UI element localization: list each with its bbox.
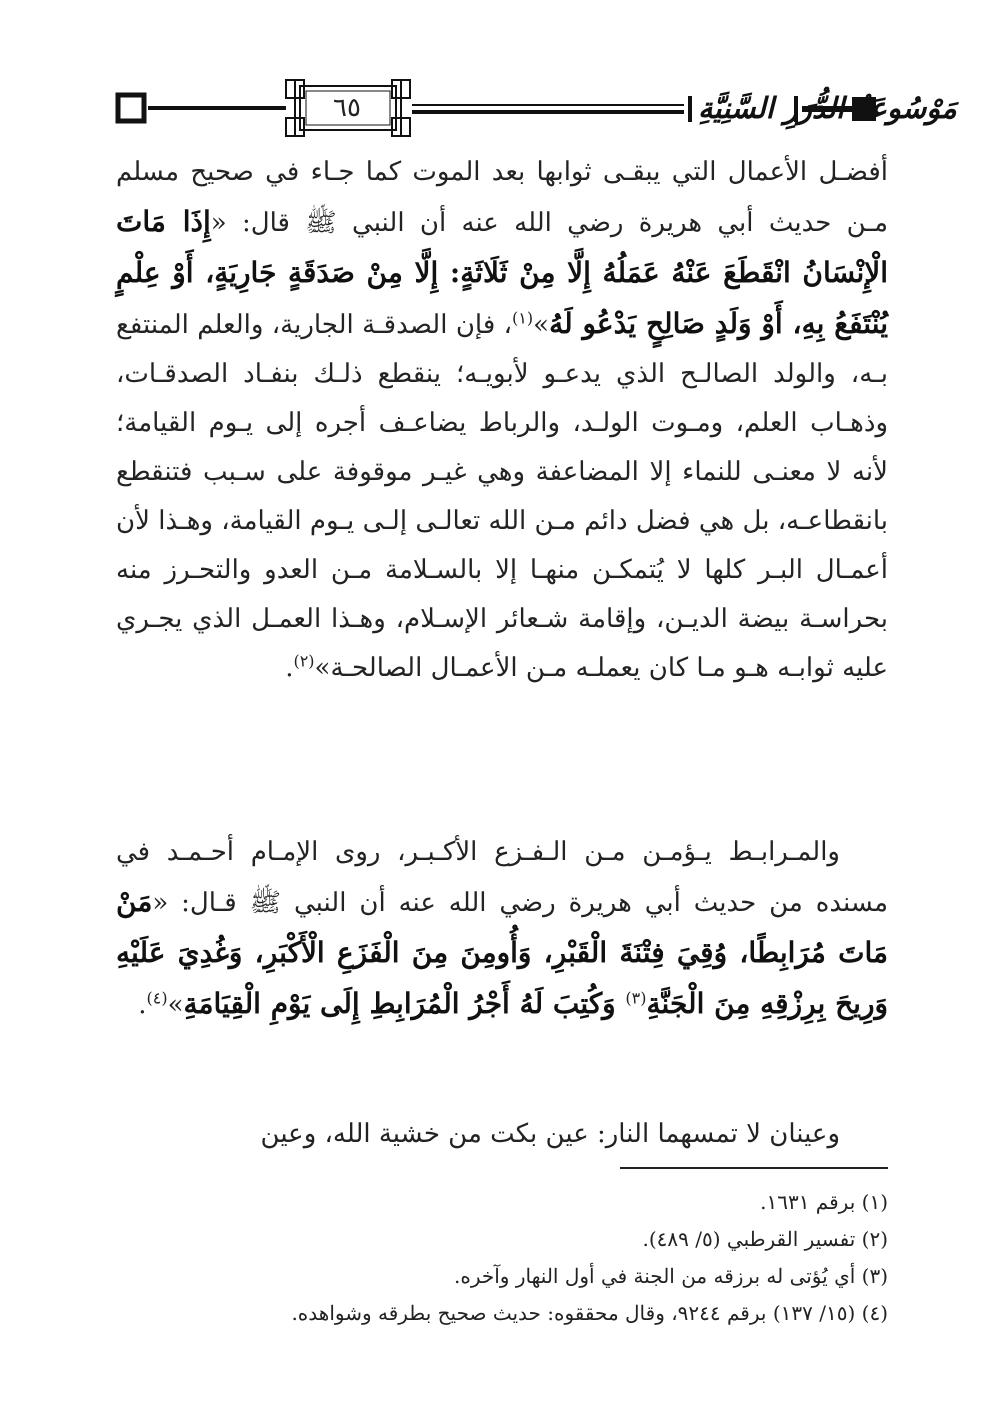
footnote-ref-3[interactable]: (٣) (625, 988, 647, 1008)
footnote-divider (620, 1167, 888, 1169)
text-segment: ، فإن الصدقـة الجارية، والعلم المنتفع بـه، والولد الصالـح الذي يدعـو لأبويـه؛ ينقطع ذلـك بنفـاد الصدقـات، وذهـاب العلم، ومـوت الولـد، والرباط يضاعـف أجره إلى يـوم القيامة؛ لأنه لا معنـى للنماء إلا المضاعفة وهي غيـر موقوفة على سـبب فتنقطع بانقطاعـه، بل هي فضل دائم مـن الله تعالـى إلـى يـوم القيامة، وهـذا لأن أعمـال البـر كلها لا يُتمكـن منهـا إلا بالسـلامة مـن العدو والتحـرز منه بحراسـة بيضة الديـن، وإقامة شـعائر الإسـلام، وهـذا العمـل الذي يجـري عليه ثوابـه هـو مـا كان يعملـه مـن الأعمـال الصالحـة» (116, 310, 888, 683)
text-segment: . (138, 990, 147, 1020)
page-number: ٦٥ (333, 93, 361, 123)
header-rule-top (412, 104, 684, 106)
footnote-2: (٢) تفسير القرطبي (٥/ ٤٨٩). (642, 1227, 888, 1251)
text-segment: أفضـل الأعمال التي يبقـى ثوابها بعد الموت كما جـاء في صحيح مسلم مـن حديث أبي هريرة رضي الله عنه أن النبي ﷺ قال: « (116, 157, 888, 238)
text-segment: » (167, 990, 184, 1020)
book-title: مَوْسُوعَةُ الدُّرَرِ السَّنِيَّةِ (698, 91, 957, 125)
header-rule-bottom (412, 110, 684, 114)
footnote-ref-1[interactable]: (١) (512, 308, 534, 328)
paragraph-3 (116, 1110, 888, 1159)
text-segment: والمـرابـط يـؤمـن مـن الـفـزع الأكـبـر، روى الإمـام أحـمـد في مسنده من حديث أبي هريرة رضي الله عنه أن النبي ﷺ قـال: « (116, 837, 888, 918)
hadith-quote: مَنْ مَاتَ مُرَابِطًا، وُقِيَ فِتْنَةَ الْقَبْرِ، وَأُومِنَ مِنَ الْفَزَعِ الْأَكْبَرِ، وَغُدِيَ عَلَيْهِ وَرِيحَ بِرِزْقِهِ مِنَ الْجَنَّةِ (116, 885, 888, 1020)
footnote-ref-4[interactable]: (٤) (146, 988, 168, 1008)
footnotes (116, 1184, 888, 1332)
header-left-bar (148, 106, 286, 110)
main-text (116, 148, 888, 1159)
header-left-square (118, 95, 144, 121)
hadith-quote: إِذَا مَاتَ الْإِنْسَانُ انْقَطَعَ عَنْهُ عَمَلُهُ إِلَّا مِنْ ثَلَاثَةٍ: إِلَّا مِنْ صَدَقَةٍ جَارِيَةٍ، أَوْ عِلْمٍ يُنْتَفَعُ بِهِ، أَوْ وَلَدٍ صَالِحٍ يَدْعُو لَهُ (116, 205, 888, 340)
paragraph-2 (116, 828, 888, 1076)
footnote-4: (٤) (١٥/ ١٣٧) برقم ٩٢٤٤، وقال محققوه: حديث صحيح بطرقه وشواهده. (291, 1301, 888, 1325)
hadith-quote: وَكُتِبَ لَهُ أَجْرُ الْمُرَابِطِ إِلَى يَوْمِ الْقِيَامَةِ (183, 987, 626, 1020)
footnote-1: (١) برقم ١٦٣١. (760, 1190, 888, 1214)
text-segment: . (285, 653, 294, 683)
text-segment: وعينان لا تمسهما النار: عين بكت من خشية الله، وعين (260, 1119, 840, 1149)
footnote-3: (٣) أي يُؤتى له برزقه من الجنة في أول النهار وآخره. (454, 1264, 888, 1288)
paragraph-1 (116, 148, 888, 786)
footnote-ref-2[interactable]: (٢) (293, 651, 315, 671)
page-header (112, 78, 957, 140)
text-segment: » (533, 310, 550, 340)
